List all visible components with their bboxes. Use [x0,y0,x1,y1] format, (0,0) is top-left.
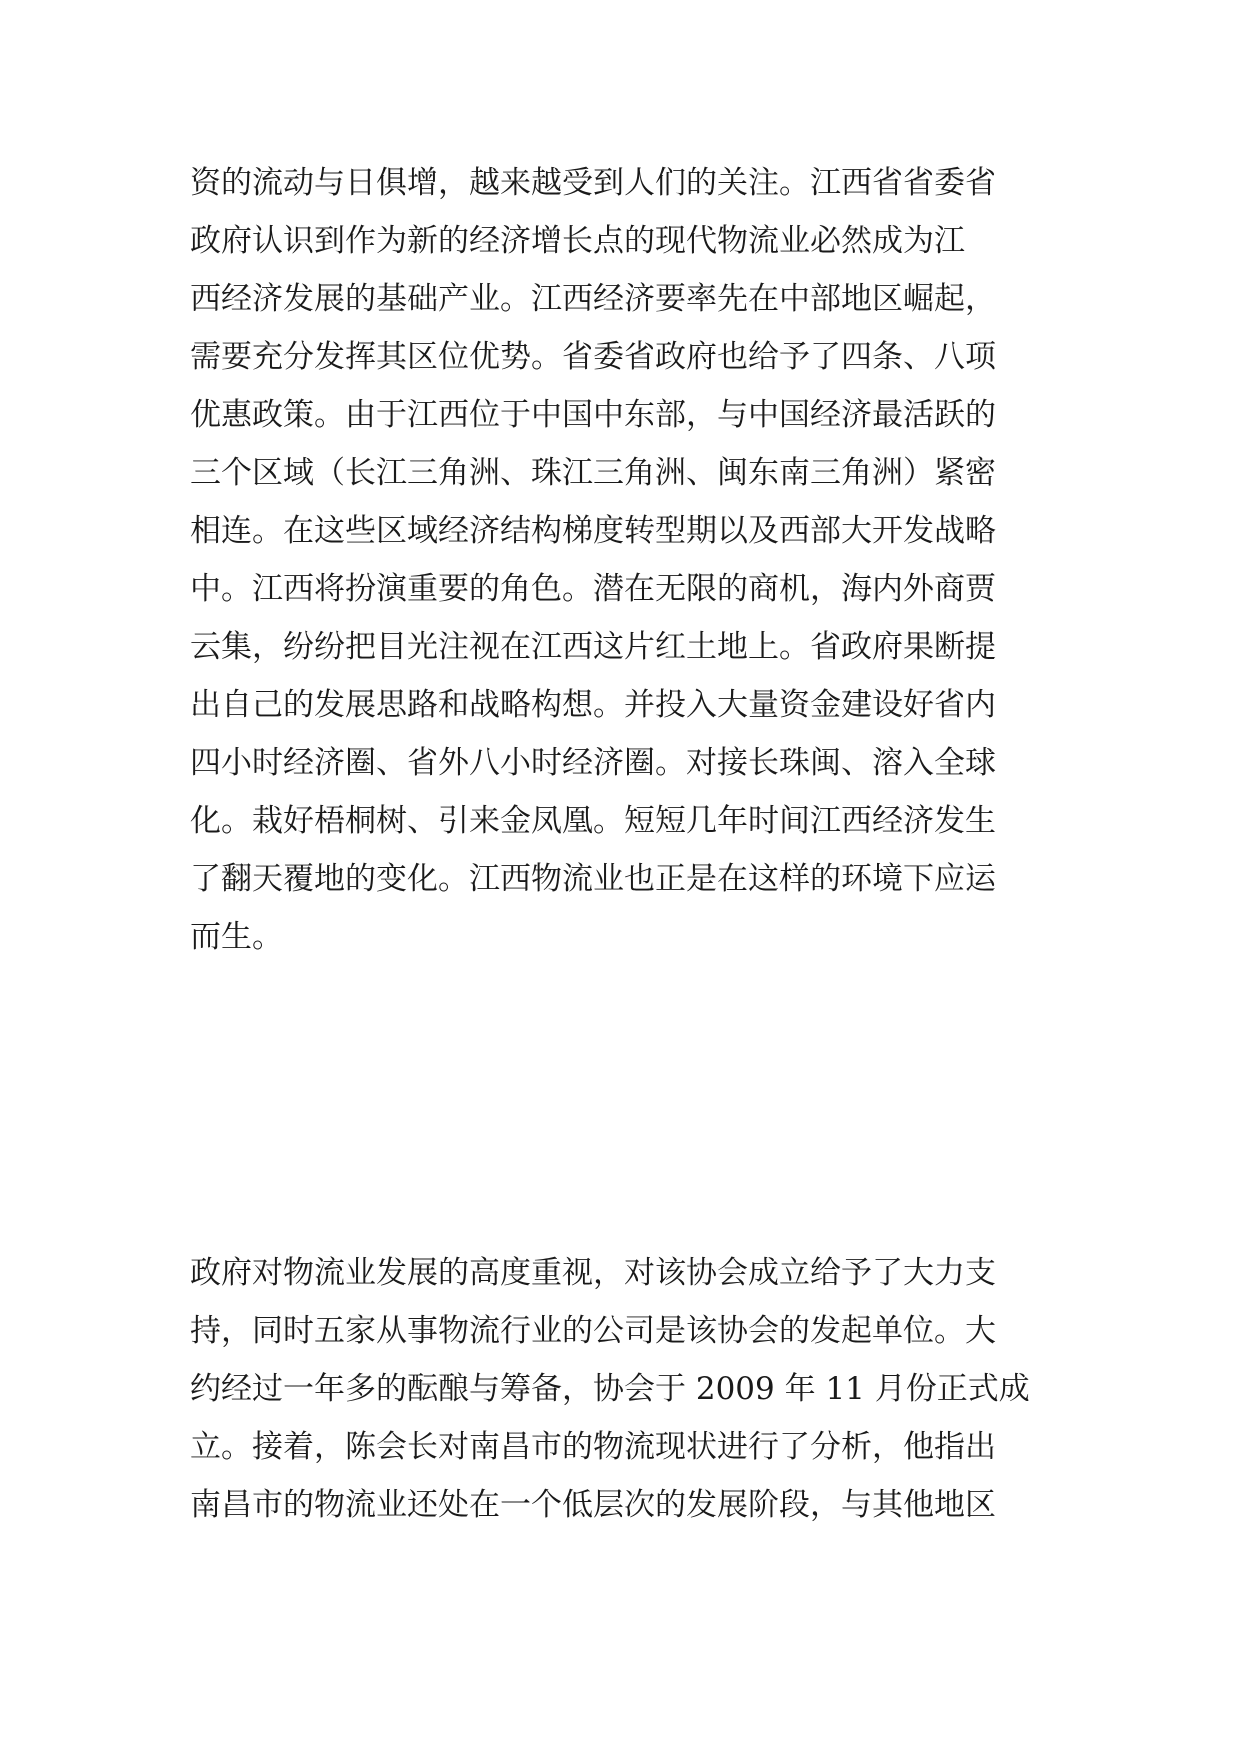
text-line: 出自己的发展思路和战略构想。并投入大量资金建设好省内 [190,687,996,723]
text-line: 立。接着，陈会长对南昌市的物流现状进行了分析，他指出 [190,1429,996,1465]
text-line: 政府认识到作为新的经济增长点的现代物流业必然成为江 [190,223,965,259]
text-line: 化。栽好梧桐树、引来金凤凰。短短几年时间江西经济发生 [190,803,996,839]
text-line: 南昌市的物流业还处在一个低层次的发展阶段，与其他地区 [190,1487,996,1523]
paragraph-block-1 [190,154,1070,966]
text-line: 资的流动与日俱增，越来越受到人们的关注。江西省省委省 [190,165,996,201]
text-line: 三个区域（长江三角洲、珠江三角洲、闽东南三角洲）紧密 [190,455,996,491]
paragraph-block-2 [190,1244,1070,1534]
text-line: 优惠政策。由于江西位于中国中东部，与中国经济最活跃的 [190,397,996,433]
text-line: 相连。在这些区域经济结构梯度转型期以及西部大开发战略 [190,513,996,549]
text-line: 需要充分发挥其区位优势。省委省政府也给予了四条、八项 [190,339,996,375]
text-line: 中。江西将扮演重要的角色。潜在无限的商机，海内外商贾 [190,571,996,607]
text-line: 云集，纷纷把目光注视在江西这片红土地上。省政府果断提 [190,629,996,665]
text-line: 了翻天覆地的变化。江西物流业也正是在这样的环境下应运 [190,861,996,897]
text-line: 约经过一年多的酝酿与筹备，协会于 2009 年 11 月份正式成 [190,1371,1030,1407]
text-line: 四小时经济圈、省外八小时经济圈。对接长珠闽、溶入全球 [190,745,996,781]
text-line: 西经济发展的基础产业。江西经济要率先在中部地区崛起， [190,281,996,317]
text-line: 持，同时五家从事物流行业的公司是该协会的发起单位。大 [190,1313,996,1349]
text-line: 而生。 [190,919,283,955]
text-line: 政府对物流业发展的高度重视，对该协会成立给予了大力支 [190,1255,996,1291]
